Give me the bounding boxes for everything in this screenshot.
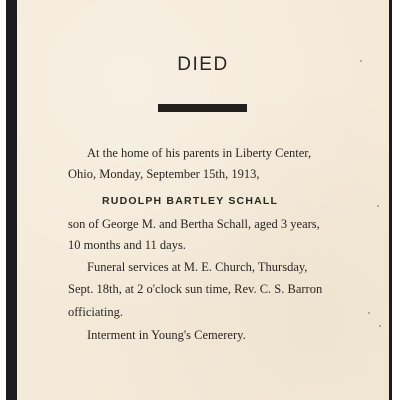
line-officiating: officiating. <box>68 305 123 319</box>
heading-died: DIED <box>177 54 229 75</box>
line-home-of-parents: At the home of his parents in Liberty Center, <box>87 146 312 160</box>
line-parents-and-age: son of George M. and Bertha Schall, aged 3 years, <box>68 217 320 231</box>
paper-speck <box>360 60 362 62</box>
line-age-continued: 10 months and 11 days. <box>68 238 186 252</box>
black-rule <box>158 104 247 112</box>
paper-speck <box>379 325 381 327</box>
memorial-card <box>17 0 389 400</box>
paper-speck <box>368 312 370 314</box>
line-funeral-services: Funeral services at M. E. Church, Thursday, <box>87 260 308 274</box>
line-date-of-death: Ohio, Monday, September 15th, 1913, <box>68 167 260 181</box>
deceased-name: RUDOLPH BARTLEY SCHALL <box>102 195 279 207</box>
paper-speck <box>377 205 379 207</box>
line-funeral-time: Sept. 18th, at 2 o'clock sun time, Rev. C. S. Barron <box>68 282 323 296</box>
line-interment: Interment in Young's Cemerery. <box>87 328 246 342</box>
